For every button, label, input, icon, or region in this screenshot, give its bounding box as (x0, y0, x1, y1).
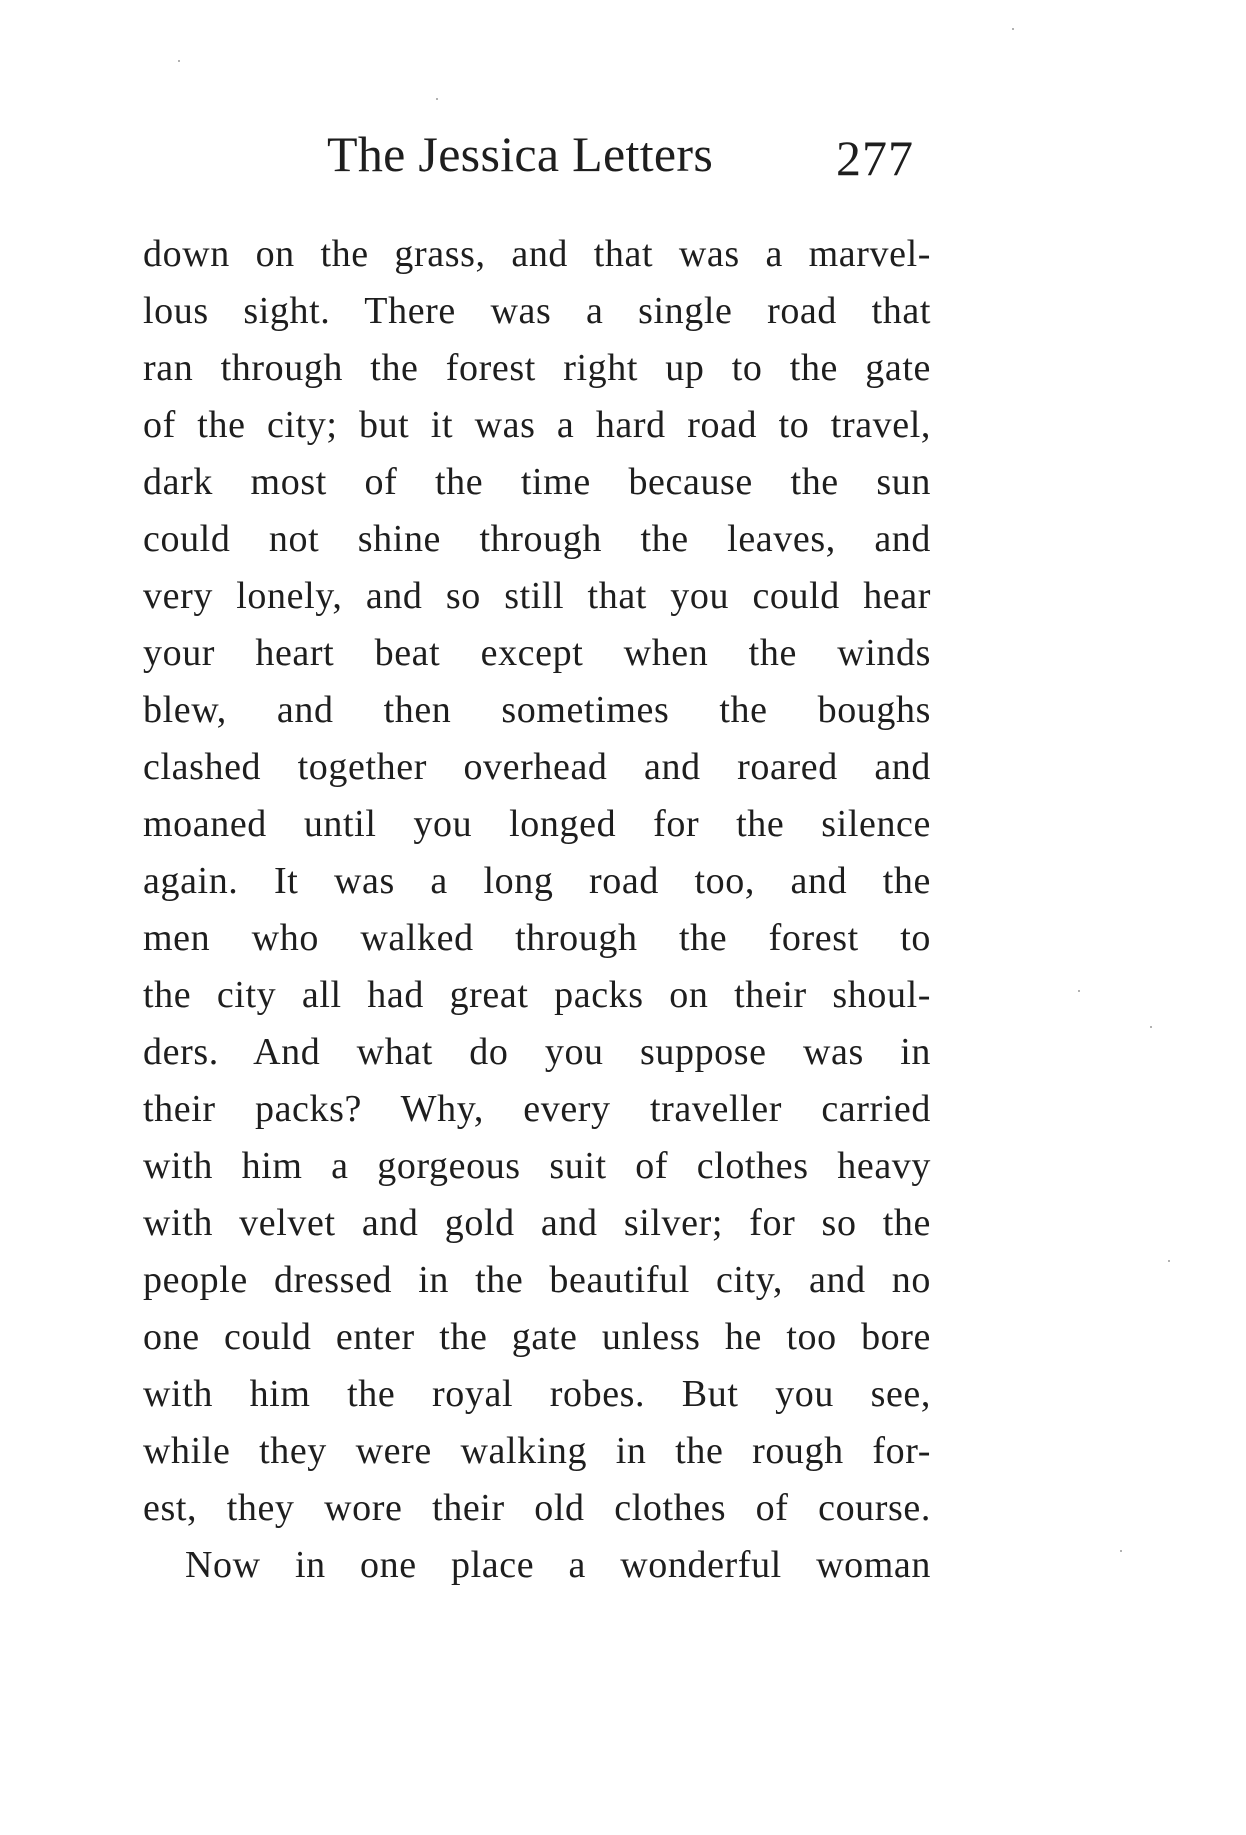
text-line: with him a gorgeous suit of clothes heavy (143, 1145, 931, 1187)
scan-speck (1078, 990, 1080, 992)
text-line: est, they wore their old clothes of course. (143, 1487, 931, 1529)
text-line: one could enter the gate unless he too bore (143, 1316, 931, 1358)
text-line: people dressed in the beautiful city, and no (143, 1259, 931, 1301)
scan-speck (436, 98, 438, 100)
text-line: while they were walking in the rough for- (143, 1430, 931, 1472)
text-line: their packs? Why, every traveller carried (143, 1088, 931, 1130)
text-line: down on the grass, and that was a marvel- (143, 233, 931, 275)
text-line: with him the royal robes. But you see, (143, 1373, 931, 1415)
page-header (0, 124, 1246, 184)
scan-speck (1012, 28, 1014, 30)
running-title: The Jessica Letters (327, 126, 714, 182)
body-text (143, 226, 931, 1594)
text-line: the city all had great packs on their shoul- (143, 974, 931, 1016)
page-number: 277 (836, 130, 914, 186)
scan-speck (1168, 1260, 1170, 1262)
scan-speck (178, 60, 180, 62)
text-line: very lonely, and so still that you could hear (143, 575, 931, 617)
text-line: again. It was a long road too, and the (143, 860, 931, 902)
scan-speck (1150, 1026, 1152, 1028)
text-line: moaned until you longed for the silence (143, 803, 931, 845)
text-line: dark most of the time because the sun (143, 461, 931, 503)
text-line: ders. And what do you suppose was in (143, 1031, 931, 1073)
text-line: lous sight. There was a single road that (143, 290, 931, 332)
text-line: ran through the forest right up to the gate (143, 347, 931, 389)
text-line: with velvet and gold and silver; for so the (143, 1202, 931, 1244)
text-line: men who walked through the forest to (143, 917, 931, 959)
text-line: could not shine through the leaves, and (143, 518, 931, 560)
text-line: blew, and then sometimes the boughs (143, 689, 931, 731)
text-line: of the city; but it was a hard road to travel, (143, 404, 931, 446)
text-line: your heart beat except when the winds (143, 632, 931, 674)
text-line: clashed together overhead and roared and (143, 746, 931, 788)
paragraph-first-line: Now in one place a wonderful woman (185, 1544, 931, 1586)
scan-speck (1120, 1550, 1122, 1552)
